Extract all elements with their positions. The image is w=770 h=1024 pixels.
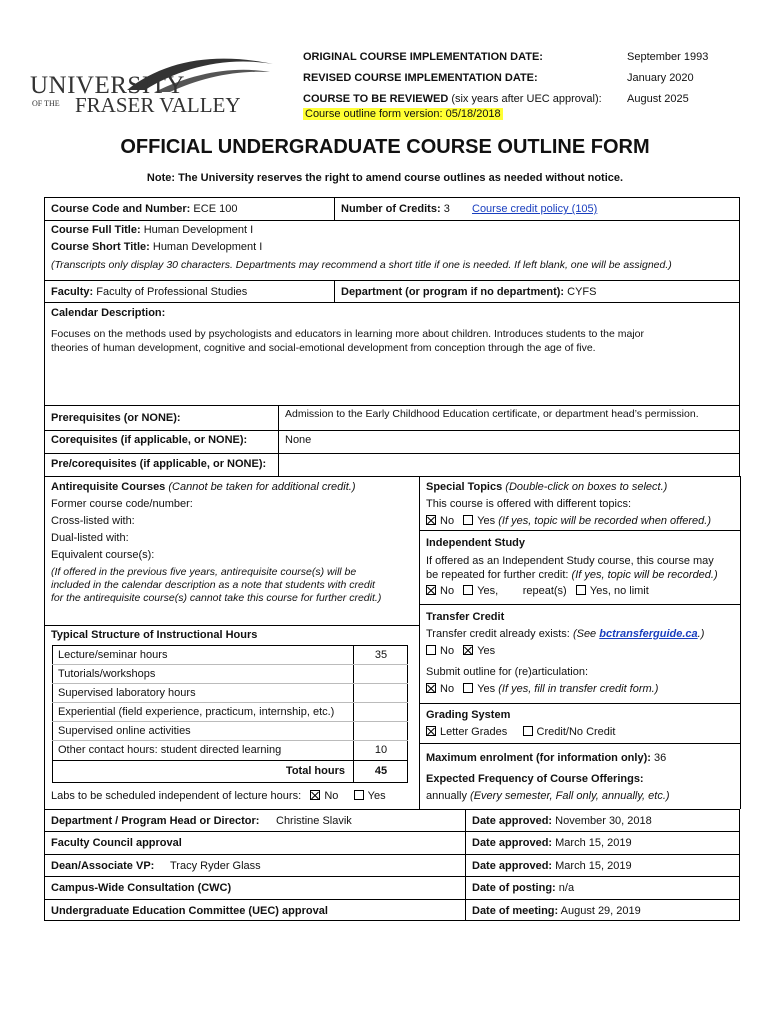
original-date-label: ORIGINAL COURSE IMPLEMENTATION DATE: [303,51,543,63]
frequency-note: (Every semester, Fall only, annually, etc.) [470,790,670,802]
hours-row-label: Other contact hours: student directed learning [58,744,282,756]
approval-label: Dean/Associate VP: [51,860,155,872]
revised-date-label: REVISED COURSE IMPLEMENTATION DATE: [303,72,538,84]
labs-yes-label: Yes [367,790,386,802]
independent-no-checkbox[interactable] [426,585,436,595]
hours-row-label: Tutorials/workshops [58,668,156,680]
precorequisites-label: Pre/corequisites (if applicable, or NONE): [51,458,267,470]
approval-date [472,905,641,917]
approval-date-label: Date of meeting: [472,905,559,917]
independent-no-limit-checkbox[interactable] [576,585,586,595]
equivalent-courses: Equivalent course(s): [51,549,155,561]
approval-name: Christine Slavik [276,815,352,827]
former-course-code: Former course code/number: [51,498,193,510]
hours-row-divider [52,721,408,722]
form-version: Course outline form version: 05/18/2018 [305,108,501,120]
approval-name: Tracy Ryder Glass [170,860,261,872]
hours-row-value: 35 [374,649,388,661]
transfer-exists-see: (See [572,628,600,640]
hours-row-divider [52,740,408,741]
total-hours-value: 45 [374,765,388,777]
approval-date-value: n/a [558,882,575,894]
approval-date-value: August 29, 2019 [560,905,641,917]
department-value: CYFS [567,286,597,298]
credits-label: Number of Credits: [341,203,441,215]
antireq-heading-label: Antirequisite Courses [51,481,166,493]
independent-yes-checkbox[interactable] [463,585,473,595]
approval-date [472,815,652,827]
review-date-value: August 2025 [627,93,689,105]
total-hours-label: Total hours [285,765,345,777]
labs-no-checkbox[interactable] [310,790,320,800]
antireq-note-line2: included in the calendar description as a note that students with credit [51,579,375,591]
course-code-label: Course Code and Number: [51,203,191,215]
hours-row-value: 10 [374,744,388,756]
review-date-note: (six years after UEC approval): [451,93,602,105]
department [341,286,596,298]
independent-yes-label: Yes, [477,585,499,597]
independent-study-line1: If offered as an Independent Study course, this course may [426,555,714,567]
calendar-description-line2: theories of human development, cognitive and social-emotional development from conception through the age of five. [51,342,596,354]
independent-line2a: be repeated for further credit: [426,569,569,581]
revised-date-value: January 2020 [627,72,694,84]
independent-line2b: (If yes, topic will be recorded.) [571,569,718,581]
antireq-note-line1: (If offered in the previous five years, antirequisite course(s) will be [51,566,357,578]
transfer-submit-no-label: No [440,683,455,695]
course-code [51,203,237,215]
frequency-row [426,790,670,802]
approval-date-label: Date approved: [472,860,553,872]
independent-no-label: No [440,585,455,597]
credits-value: 3 [443,203,450,215]
review-date-row [303,93,602,105]
corequisites-label: Corequisites (if applicable, or NONE): [51,434,248,446]
notice-text: Note: The University reserves the right to amend course outlines as needed without notice. [146,172,624,184]
hours-row-divider [52,664,408,665]
full-title-label: Course Full Title: [51,224,141,236]
dual-listed: Dual-listed with: [51,532,129,544]
special-topics-note: (Double-click on boxes to select.) [505,481,668,493]
transfer-exists-yes-label: Yes [477,645,496,657]
approval-date-value: March 15, 2019 [555,837,632,849]
transfer-exists-yes-checkbox[interactable] [463,645,473,655]
approval-date [472,860,632,872]
logo-fraser-valley-text: FRASER VALLEY [75,93,241,117]
approval-row-divider [44,831,740,832]
transfer-credit-exists [426,628,704,640]
letter-grades-label: Letter Grades [440,726,508,738]
approval-date-label: Date approved: [472,815,553,827]
number-of-credits [341,203,450,215]
credit-no-credit-checkbox[interactable] [523,726,533,736]
hours-heading: Typical Structure of Instructional Hours [51,629,258,641]
special-topics-options [426,515,711,527]
hours-row-label: Supervised laboratory hours [58,687,196,699]
university-logo [30,50,250,120]
department-label: Department (or program if no department): [341,286,565,298]
calendar-description-line1: Focuses on the methods used by psychologists and educators in learning more about children. Introduces students to the major [51,328,645,340]
frequency-value: annually [426,790,467,802]
credit-policy-link[interactable]: Course credit policy (105) [472,203,598,215]
course-short-title [51,241,262,253]
transfer-submit-options [426,683,658,695]
transfer-submit-line: Submit outline for (re)articulation: [426,666,589,678]
cross-listed: Cross-listed with: [51,515,135,527]
review-date-label: COURSE TO BE REVIEWED [303,93,449,105]
independent-study-line2 [426,569,718,581]
approval-date-value: November 30, 2018 [555,815,652,827]
special-topics-no-label: No [440,515,455,527]
hours-row-divider [52,702,408,703]
antirequisite-heading [51,481,355,493]
transfer-credit-heading: Transfer Credit [426,611,505,623]
labs-yes-checkbox[interactable] [354,790,364,800]
approval-row-divider [44,899,740,900]
special-topics-yes-note: (If yes, topic will be recorded when offered.) [498,515,712,527]
course-full-title [51,224,253,236]
special-topics-yes-label: Yes [477,515,496,527]
approval-label: Undergraduate Education Committee (UEC) approval [51,905,328,917]
prerequisites-value: Admission to the Early Childhood Education certificate, or department head’s permission. [285,408,699,420]
faculty [51,286,247,298]
short-title-value: Human Development I [152,241,263,253]
frequency-label: Expected Frequency of Course Offerings: [426,773,644,785]
approval-date-label: Date approved: [472,837,553,849]
faculty-value: Faculty of Professional Studies [96,286,248,298]
short-title-label: Course Short Title: [51,241,150,253]
logo-of-the-text: OF THE [32,99,60,108]
special-topics-label: Special Topics [426,481,503,493]
transfer-submit-yes-checkbox[interactable] [463,683,473,693]
transfer-exists-no-checkbox[interactable] [426,645,436,655]
maximum-enrolment [426,752,666,764]
special-topics-heading [426,481,667,493]
calendar-description-label: Calendar Description: [51,307,166,319]
grading-system-heading: Grading System [426,709,511,721]
corequisites-value: None [285,434,312,446]
special-topics-line: This course is offered with different topics: [426,498,632,510]
course-code-value: ECE 100 [193,203,238,215]
enrolment-value: 36 [653,752,667,764]
page-title: OFFICIAL UNDERGRADUATE COURSE OUTLINE FORM [120,136,650,158]
approval-label: Faculty Council approval [51,837,182,849]
transfer-exists-no-label: No [440,645,455,657]
letter-grades-checkbox[interactable] [426,726,436,736]
independent-study-options [426,585,649,597]
special-topics-no-checkbox[interactable] [426,515,436,525]
transfer-exists-options [426,645,495,657]
original-date-value: September 1993 [627,51,709,63]
transcript-note: (Transcripts only display 30 characters. Departments may recommend a short title if one is needed. If left blank, one will be assigned.) [51,259,672,271]
special-topics-yes-checkbox[interactable] [463,515,473,525]
grading-options [426,726,615,738]
labs-label: Labs to be scheduled independent of lecture hours: [51,790,302,802]
hours-row-label: Supervised online activities [58,725,191,737]
approval-date-value: March 15, 2019 [555,860,632,872]
approval-date [472,882,574,894]
labs-no-label: No [324,790,339,802]
transfer-submit-no-checkbox[interactable] [426,683,436,693]
bctransferguide-link[interactable]: bctransferguide.ca [599,628,698,640]
enrolment-label: Maximum enrolment (for information only): [426,752,651,764]
approval-label: Campus-Wide Consultation (CWC) [51,882,232,894]
independent-no-limit-label: Yes, no limit [589,585,649,597]
hours-row-label: Experiential (field experience, practicum, internship, etc.) [58,706,335,718]
antireq-note-line3: for the antirequisite course(s) cannot take this course for further credit.) [51,592,382,604]
antireq-heading-note: (Cannot be taken for additional credit.) [168,481,356,493]
independent-study-heading: Independent Study [426,537,525,549]
transfer-exists-label: Transfer credit already exists: [426,628,570,640]
labs-independent-row [51,790,386,802]
approval-row-divider [44,876,740,877]
hours-row-label: Lecture/seminar hours [58,649,168,661]
logo-university-text: UNIVERSITY [30,72,185,99]
approval-date-label: Date of posting: [472,882,556,894]
approval-row-divider [44,854,740,855]
prerequisites-label: Prerequisites (or NONE): [51,412,181,424]
faculty-label: Faculty: [51,286,94,298]
credit-no-credit-label: Credit/No Credit [536,726,616,738]
transfer-submit-yes-label: Yes [477,683,496,695]
full-title-value: Human Development I [143,224,254,236]
hours-row-divider [52,683,408,684]
approval-label: Department / Program Head or Director: [51,815,260,827]
transfer-exists-close: .) [697,628,705,640]
transfer-submit-yes-note: (If yes, fill in transfer credit form.) [498,683,659,695]
independent-repeats-label: repeat(s) [522,585,567,597]
approval-date [472,837,632,849]
